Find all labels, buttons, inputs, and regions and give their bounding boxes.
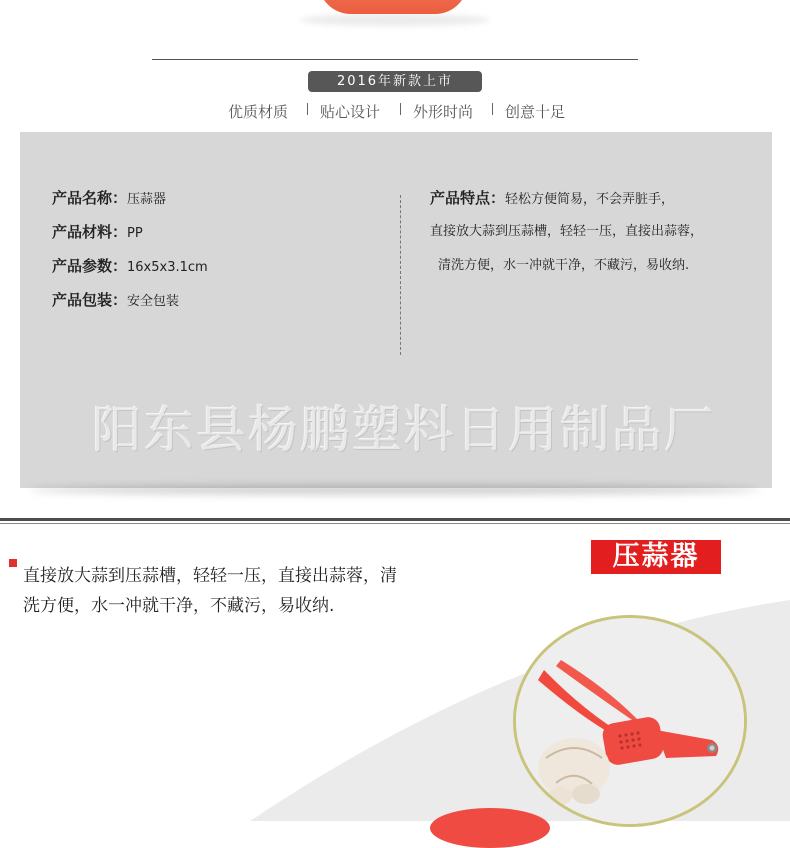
spec-package bbox=[52, 290, 179, 312]
product-bottom-image bbox=[430, 808, 550, 848]
description-line: 直接放大蒜到压蒜槽，轻轻一压，直接出蒜蓉，清 bbox=[23, 566, 397, 586]
section-divider bbox=[0, 518, 790, 521]
spec-label: 产品材料： bbox=[52, 223, 128, 241]
spec-label: 产品参数： bbox=[52, 257, 128, 275]
panel-divider bbox=[400, 195, 401, 355]
feature-line-2: 直接放大蒜到压蒜槽，轻轻一压，直接出蒜蓉， bbox=[430, 224, 704, 239]
company-watermark: 阳东县杨鹏塑料日用制品厂 bbox=[92, 401, 716, 459]
feature-label: 产品特点： bbox=[430, 189, 506, 207]
spec-name bbox=[52, 188, 166, 210]
product-info-panel bbox=[20, 132, 772, 488]
product-top-image bbox=[318, 0, 468, 14]
spec-label: 产品名称： bbox=[52, 189, 128, 207]
feature-text: 轻松方便简易，不会弄脏手， bbox=[505, 192, 675, 207]
section-divider-thin bbox=[0, 523, 790, 524]
product-badge: 压蒜器 bbox=[591, 540, 721, 574]
red-square-bullet bbox=[9, 559, 17, 567]
tag-style: 外形时尚 bbox=[413, 103, 474, 121]
spec-value: 16x5x3.1cm bbox=[127, 260, 208, 275]
tag-creative: 创意十足 bbox=[505, 103, 566, 121]
spec-value: 压蒜器 bbox=[127, 192, 167, 207]
header-divider bbox=[152, 59, 638, 60]
feature-tags bbox=[216, 101, 576, 123]
feature-line-3: 清洗方便，水一冲就干净，不藏污，易收纳. bbox=[438, 258, 690, 273]
product-top-shadow bbox=[300, 14, 490, 26]
feature-line-1 bbox=[430, 188, 674, 210]
tag-separator bbox=[492, 103, 493, 115]
garlic-press-illustration bbox=[516, 618, 744, 824]
description-line: 洗方便，水一冲就干净，不藏污，易收纳. bbox=[23, 596, 335, 616]
spec-value: PP bbox=[127, 226, 143, 241]
tag-design: 贴心设计 bbox=[320, 103, 381, 121]
year-label: 2016年新款上市 bbox=[308, 71, 482, 92]
spec-value: 安全包装 bbox=[127, 294, 180, 309]
spec-material bbox=[52, 222, 143, 244]
panel-shadow bbox=[30, 485, 760, 495]
product-photo-circle bbox=[513, 615, 747, 827]
tag-material: 优质材质 bbox=[228, 103, 289, 121]
tag-separator bbox=[400, 103, 401, 115]
tag-separator bbox=[307, 103, 308, 115]
spec-size bbox=[52, 256, 208, 278]
spec-label: 产品包装： bbox=[52, 291, 128, 309]
